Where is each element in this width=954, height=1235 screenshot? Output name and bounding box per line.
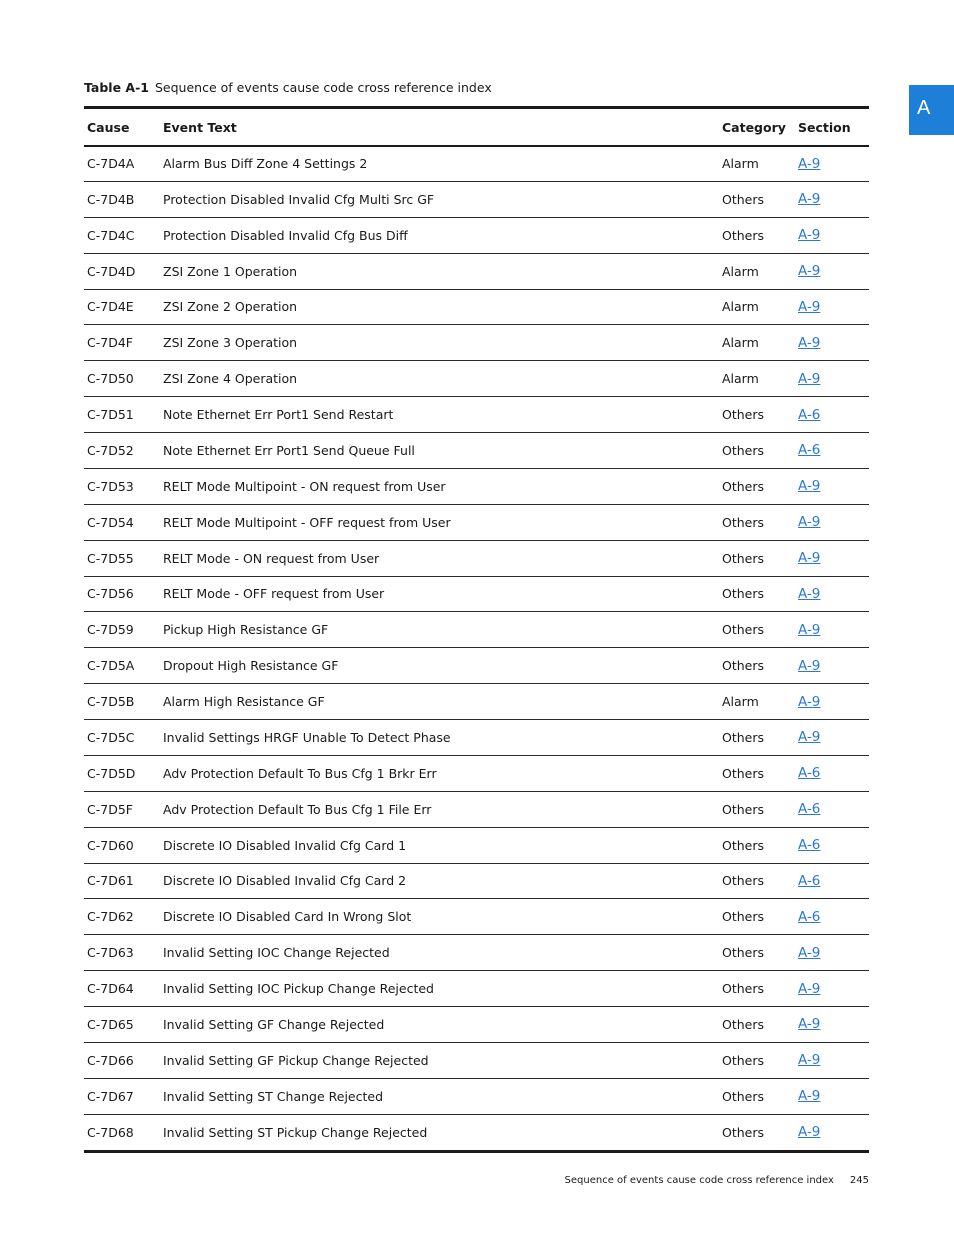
category-cell: Others (722, 765, 765, 781)
cause-cell: C-7D50 (87, 371, 134, 387)
cause-cell: C-7D51 (87, 407, 134, 423)
section-cell (798, 935, 820, 970)
table-row (84, 1042, 869, 1078)
section-link[interactable]: A-9 (798, 621, 821, 638)
table-row (84, 540, 869, 576)
category-cell: Others (722, 873, 765, 889)
table-row (84, 324, 869, 360)
section-cell (798, 828, 820, 863)
table-row (84, 934, 869, 970)
category-cell: Alarm (722, 299, 759, 315)
section-link[interactable]: A-9 (798, 1088, 821, 1105)
event-text-cell: Pickup High Resistance GF (163, 622, 329, 638)
category-cell: Alarm (722, 263, 759, 279)
appendix-tab (909, 85, 954, 135)
cause-cell: C-7D4F (87, 335, 133, 351)
section-cell (798, 577, 820, 612)
section-link[interactable]: A-9 (798, 370, 821, 387)
category-cell: Others (722, 622, 765, 638)
cause-cell: C-7D61 (87, 873, 134, 889)
section-cell (798, 1007, 820, 1042)
section-link[interactable]: A-6 (798, 406, 821, 423)
event-text-cell: Invalid Setting ST Pickup Change Rejected (163, 1124, 428, 1140)
cause-cell: C-7D4B (87, 191, 135, 207)
category-cell: Others (722, 801, 765, 817)
event-text-cell: ZSI Zone 1 Operation (163, 263, 298, 279)
category-cell: Others (722, 514, 765, 530)
category-cell: Others (722, 1052, 765, 1068)
category-cell: Others (722, 729, 765, 745)
section-link[interactable]: A-9 (798, 729, 821, 746)
footer-title: Sequence of events cause code cross reference index (564, 1175, 834, 1186)
section-link[interactable]: A-6 (798, 908, 821, 925)
section-link[interactable]: A-9 (798, 980, 821, 997)
event-text-cell: Invalid Setting IOC Change Rejected (163, 945, 390, 961)
section-cell (798, 361, 820, 396)
event-text-cell: Invalid Setting IOC Pickup Change Rejected (163, 981, 434, 997)
section-link[interactable]: A-9 (798, 227, 821, 244)
section-cell (798, 612, 820, 647)
section-link[interactable]: A-9 (798, 1016, 821, 1033)
event-text-cell: Alarm High Resistance GF (163, 694, 325, 710)
cause-cell: C-7D5F (87, 801, 133, 817)
cross-reference-table (84, 106, 869, 1153)
table-row (84, 683, 869, 719)
section-link[interactable]: A-9 (798, 191, 821, 208)
page-number: 245 (849, 1175, 869, 1186)
section-cell (798, 864, 820, 899)
cause-cell: C-7D5B (87, 694, 135, 710)
event-text-cell: Note Ethernet Err Port1 Send Restart (163, 407, 394, 423)
cause-cell: C-7D56 (87, 586, 134, 602)
category-cell: Alarm (722, 694, 759, 710)
category-cell: Others (722, 478, 765, 494)
table-row (84, 468, 869, 504)
section-cell (798, 397, 820, 432)
table-row (84, 145, 869, 181)
category-cell: Others (722, 909, 765, 925)
header-section: Section (798, 119, 851, 135)
cause-cell: C-7D59 (87, 622, 134, 638)
section-link[interactable]: A-9 (798, 155, 821, 172)
section-link[interactable]: A-6 (798, 765, 821, 782)
section-link[interactable]: A-9 (798, 298, 821, 315)
section-cell (798, 1115, 820, 1150)
table-row (84, 1078, 869, 1114)
section-cell (798, 505, 820, 540)
cause-cell: C-7D66 (87, 1052, 134, 1068)
category-cell: Others (722, 945, 765, 961)
event-text-cell: ZSI Zone 3 Operation (163, 335, 298, 351)
event-text-cell: ZSI Zone 2 Operation (163, 299, 298, 315)
table-header-row (84, 109, 869, 145)
cause-cell: C-7D55 (87, 550, 134, 566)
event-text-cell: RELT Mode Multipoint - OFF request from User (163, 514, 451, 530)
table-caption-label: Table A-1 (84, 80, 149, 95)
section-cell (798, 182, 820, 217)
cause-cell: C-7D67 (87, 1088, 134, 1104)
header-category: Category (722, 119, 786, 135)
section-cell (798, 1043, 820, 1078)
section-link[interactable]: A-6 (798, 837, 821, 854)
table-caption-text: Sequence of events cause code cross reference index (154, 80, 492, 95)
section-cell (798, 325, 820, 360)
event-text-cell: RELT Mode - OFF request from User (163, 586, 385, 602)
table-row (84, 898, 869, 934)
cause-cell: C-7D63 (87, 945, 134, 961)
event-text-cell: Alarm Bus Diff Zone 4 Settings 2 (163, 156, 368, 172)
section-link[interactable]: A-6 (798, 872, 821, 889)
header-event-text: Event Text (163, 119, 237, 135)
table-row (84, 755, 869, 791)
event-text-cell: Invalid Setting ST Change Rejected (163, 1088, 384, 1104)
cause-cell: C-7D5C (87, 729, 135, 745)
section-cell (798, 433, 820, 468)
section-cell (798, 541, 820, 576)
category-cell: Alarm (722, 156, 759, 172)
section-link[interactable]: A-9 (798, 1052, 821, 1069)
table-body (84, 145, 869, 1150)
table-row (84, 289, 869, 325)
category-cell: Others (722, 442, 765, 458)
cause-cell: C-7D4C (87, 227, 135, 243)
section-cell (798, 720, 820, 755)
section-cell (798, 147, 820, 181)
cause-cell: C-7D4D (87, 263, 136, 279)
table-row (84, 396, 869, 432)
cause-cell: C-7D5D (87, 765, 136, 781)
table-row (84, 1114, 869, 1150)
category-cell: Others (722, 1088, 765, 1104)
section-link[interactable]: A-9 (798, 585, 821, 602)
section-link[interactable]: A-9 (798, 657, 821, 674)
cause-cell: C-7D54 (87, 514, 134, 530)
section-cell (798, 971, 820, 1006)
section-cell (798, 218, 820, 253)
cause-cell: C-7D60 (87, 837, 134, 853)
table-row (84, 647, 869, 683)
event-text-cell: Adv Protection Default To Bus Cfg 1 File Err (163, 801, 432, 817)
event-text-cell: Adv Protection Default To Bus Cfg 1 Brkr Err (163, 765, 437, 781)
cause-cell: C-7D53 (87, 478, 134, 494)
cause-cell: C-7D68 (87, 1124, 134, 1140)
section-link[interactable]: A-6 (798, 442, 821, 459)
category-cell: Others (722, 227, 765, 243)
table-row (84, 970, 869, 1006)
section-cell (798, 648, 820, 683)
table-row (84, 504, 869, 540)
event-text-cell: Note Ethernet Err Port1 Send Queue Full (163, 442, 415, 458)
section-link[interactable]: A-9 (798, 1124, 821, 1141)
event-text-cell: Protection Disabled Invalid Cfg Multi Src GF (163, 191, 435, 207)
section-cell (798, 469, 820, 504)
category-cell: Others (722, 837, 765, 853)
section-link[interactable]: A-9 (798, 693, 821, 710)
table-row (84, 719, 869, 755)
section-cell (798, 684, 820, 719)
category-cell: Alarm (722, 335, 759, 351)
cause-cell: C-7D64 (87, 981, 134, 997)
section-link[interactable]: A-9 (798, 334, 821, 351)
page-footer (565, 1175, 869, 1186)
section-cell (798, 792, 820, 827)
section-link[interactable]: A-9 (798, 263, 821, 280)
section-link[interactable]: A-9 (798, 550, 821, 567)
category-cell: Others (722, 658, 765, 674)
table-row (84, 863, 869, 899)
cause-cell: C-7D5A (87, 658, 135, 674)
category-cell: Others (722, 407, 765, 423)
category-cell: Others (722, 586, 765, 602)
table-row (84, 181, 869, 217)
section-link[interactable]: A-9 (798, 478, 821, 495)
event-text-cell: Invalid Setting GF Pickup Change Rejected (163, 1052, 429, 1068)
cause-cell: C-7D62 (87, 909, 134, 925)
table-row (84, 253, 869, 289)
header-cause: Cause (87, 119, 130, 135)
event-text-cell: Discrete IO Disabled Invalid Cfg Card 1 (163, 837, 407, 853)
event-text-cell: Discrete IO Disabled Card In Wrong Slot (163, 909, 412, 925)
cause-cell: C-7D52 (87, 442, 134, 458)
section-cell (798, 290, 820, 325)
category-cell: Others (722, 981, 765, 997)
table-row (84, 1006, 869, 1042)
table-row (84, 360, 869, 396)
section-cell (798, 756, 820, 791)
table-caption (84, 80, 492, 95)
appendix-tab-label: A (917, 97, 931, 119)
table-row (84, 576, 869, 612)
event-text-cell: RELT Mode Multipoint - ON request from User (163, 478, 446, 494)
category-cell: Others (722, 550, 765, 566)
cause-cell: C-7D4A (87, 156, 135, 172)
table-row (84, 791, 869, 827)
category-cell: Others (722, 1016, 765, 1032)
section-cell (798, 1079, 820, 1114)
category-cell: Others (722, 191, 765, 207)
event-text-cell: Discrete IO Disabled Invalid Cfg Card 2 (163, 873, 407, 889)
section-link[interactable]: A-9 (798, 514, 821, 531)
table-row (84, 217, 869, 253)
section-link[interactable]: A-6 (798, 801, 821, 818)
table-row (84, 432, 869, 468)
category-cell: Alarm (722, 371, 759, 387)
section-cell (798, 254, 820, 289)
event-text-cell: Invalid Settings HRGF Unable To Detect Phase (163, 729, 451, 745)
section-link[interactable]: A-9 (798, 944, 821, 961)
event-text-cell: RELT Mode - ON request from User (163, 550, 380, 566)
event-text-cell: Dropout High Resistance GF (163, 658, 339, 674)
event-text-cell: ZSI Zone 4 Operation (163, 371, 298, 387)
table-row (84, 611, 869, 647)
event-text-cell: Protection Disabled Invalid Cfg Bus Diff (163, 227, 408, 243)
category-cell: Others (722, 1124, 765, 1140)
cause-cell: C-7D65 (87, 1016, 134, 1032)
cause-cell: C-7D4E (87, 299, 134, 315)
event-text-cell: Invalid Setting GF Change Rejected (163, 1016, 385, 1032)
table-row (84, 827, 869, 863)
section-cell (798, 899, 820, 934)
